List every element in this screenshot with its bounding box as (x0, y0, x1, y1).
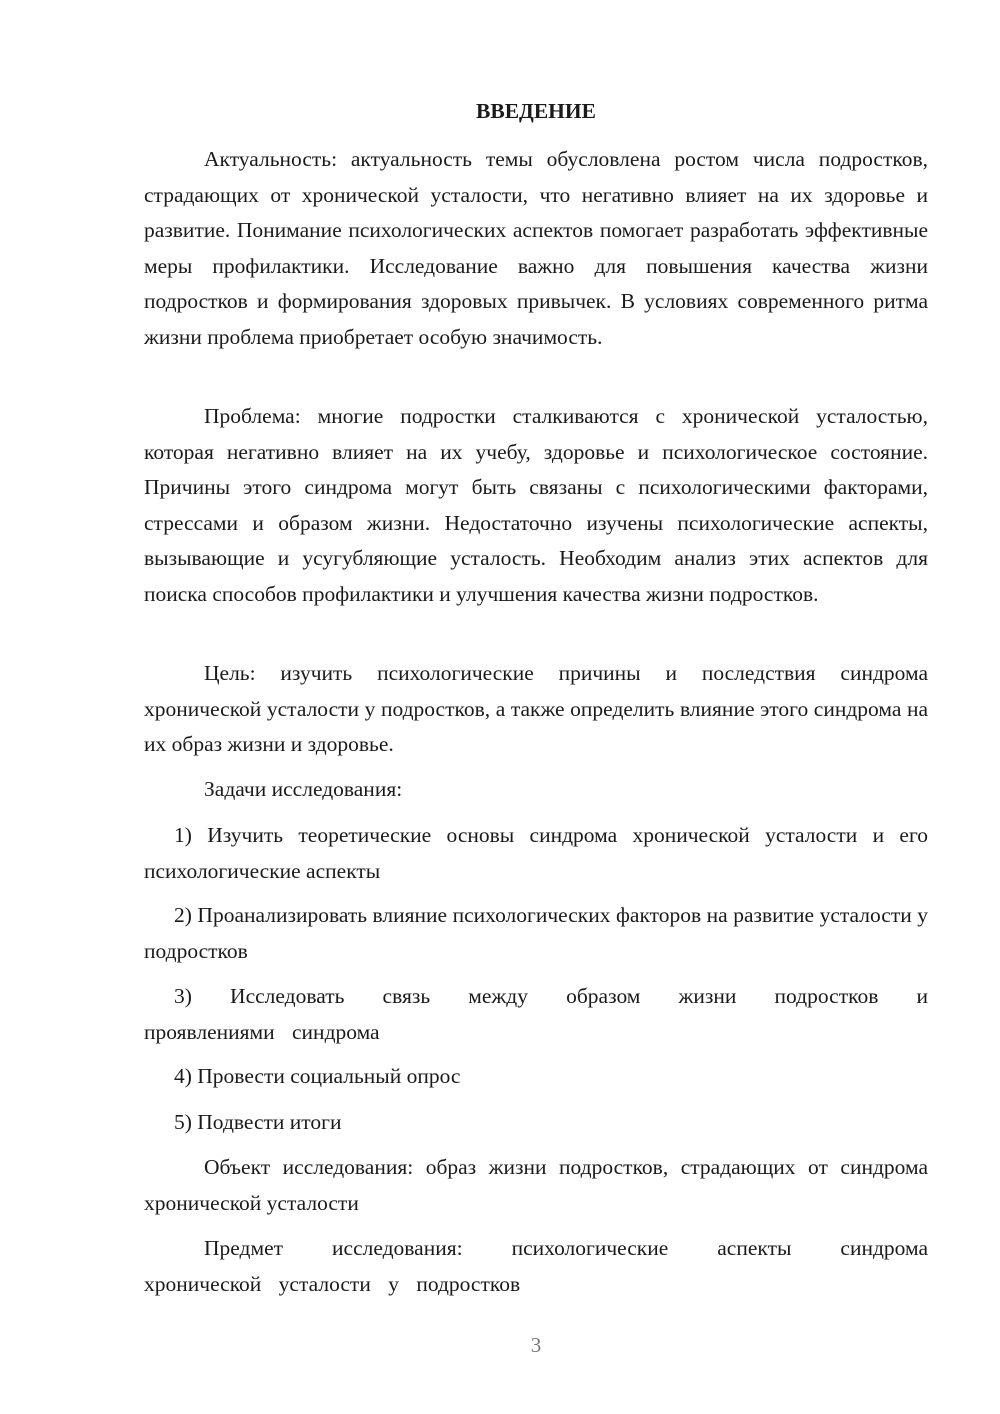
task-item-5: 5) Подвести итоги (174, 1110, 342, 1134)
section-heading: ВВЕДЕНИЕ (476, 99, 596, 123)
task-item-4: 4) Провести социальный опрос (174, 1064, 461, 1088)
task-item-3: 3) Исследовать связь между образом жизни подростков и проявлениями синдрома (144, 984, 928, 1044)
subject-paragraph: Предмет исследования: психологические аспекты синдрома хронической усталости у подростков (144, 1236, 928, 1296)
tasks-title: Задачи исследования: (204, 777, 403, 801)
object-paragraph: Объект исследования: образ жизни подростков, страдающих от синдрома хронической усталости (144, 1155, 928, 1215)
task-item-2: 2) Проанализировать влияние психологических факторов на развитие усталости у подростков (144, 903, 928, 963)
task-item-1: 1) Изучить теоретические основы синдрома хронической усталости и его психологические аспекты (144, 823, 928, 883)
goal-paragraph: Цель: изучить психологические причины и последствия синдрома хронической усталости у подростков, а также определить влияние этого синдрома на их образ жизни и здоровье. (144, 661, 928, 756)
page-number: 3 (530, 1333, 542, 1357)
relevance-paragraph: Актуальность: актуальность темы обусловлена ростом числа подростков, страдающих от хронической усталости, что негативно влияет на их здоровье и развитие. Понимание психологических аспектов помогает разработать эффективные меры профилактики. Исследование важно для повышения качества жизни подростков и формирования здоровых привычек. В условиях современного ритма жизни проблема приобретает особую значимость. (144, 147, 928, 349)
problem-paragraph: Проблема: многие подростки сталкиваются с хронической усталостью, которая негативно влияет на их учебу, здоровье и психологическое состояние. Причины этого синдрома могут быть связаны с психологическими факторами, стрессами и образом жизни. Недостаточно изучены психологические аспекты, вызывающие и усугубляющие усталость. Необходим анализ этих аспектов для поиска способов профилактики и улучшения качества жизни подростков. (144, 404, 928, 606)
